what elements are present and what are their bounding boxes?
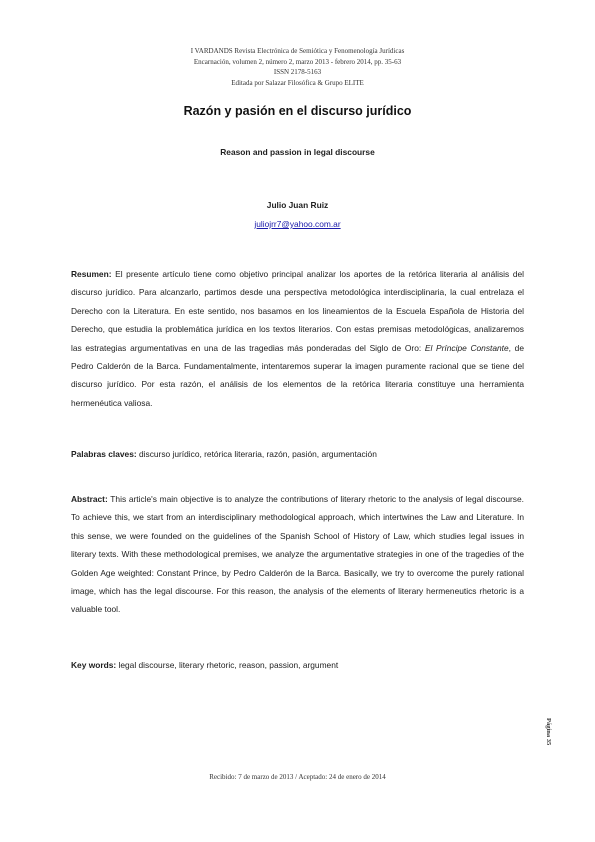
article-title: Razón y pasión en el discurso jurídico xyxy=(183,104,412,118)
abstract-text: This article's main objective is to analyze the contributions of literary rhetoric to the analysis of legal discourse. To achieve this, we start from an interdisciplinary methodological approach, which intertwines the Law and Literature. In this sense, we were founded on the guidelines of the Spanish School of History of Law, which studies legal issues in literary texts. With these methodological premises, we analyze the argumentative strategies in one of the tragedies of the Golden Age weighted: Constant Prince, by Pedro Calderón de la Barca. Basically, we try to overcome the purely rational image, which has the legal discourse. For this reason, the analysis of the elements of literary hermeneutics rhetoric is a valuable tool. xyxy=(71,494,524,615)
keywords-text: legal discourse, literary rhetoric, reason, passion, argument xyxy=(116,660,339,670)
resumen-paragraph xyxy=(71,265,524,412)
author-email-line xyxy=(0,219,595,229)
received-accepted-dates: Recibido: 7 de marzo de 2013 / Aceptado: 24 de enero de 2014 xyxy=(209,773,386,781)
abstract-label: Abstract: xyxy=(71,494,108,504)
journal-issn: ISSN 2178-5163 xyxy=(273,68,322,77)
palabras-claves-label: Palabras claves: xyxy=(71,449,137,459)
resumen-label: Resumen: xyxy=(71,269,112,279)
journal-issue: Encarnación, volumen 2, número 2, marzo 2013 - febrero 2014, pp. 35-63 xyxy=(193,57,402,66)
resumen-italic-title: El Príncipe Constante xyxy=(424,342,509,353)
abstract-paragraph xyxy=(71,490,524,619)
palabras-claves-paragraph xyxy=(71,445,524,463)
resumen-text: El presente artículo tiene como objetivo principal analizar los aportes de la retórica literaria al análisis del discurso jurídico. Para alcanzarlo, partimos desde una perspectiva metodológica interdisciplinaria, la cual entrelaza el Derecho con la Literatura. En este sentido, nos basamos en los lineamientos de la Escuela Española de Historia del Derecho, que estudia la problemática jurídica en los textos literarios. Con estas premisas metodológicas, analizaremos las estrategias argumentativas en una de las tragedias más ponderadas del Siglo de Oro: xyxy=(71,269,524,353)
palabras-claves-text: discurso jurídico, retórica literaria, razón, pasión, argumentación xyxy=(136,449,377,459)
author-name: Julio Juan Ruiz xyxy=(266,200,329,210)
resumen-text-end: , de Pedro Calderón de la Barca. Fundamentalmente, intentaremos superar la imagen puramente racional que se tiene del discurso jurídico. Por esta razón, el análisis de los elementos de la retórica literaria constituye una herramienta hermenéutica valiosa. xyxy=(71,342,524,408)
author-email-link[interactable]: juliojrr7@yahoo.com.ar xyxy=(254,219,341,229)
journal-header xyxy=(0,46,595,88)
article-subtitle: Reason and passion in legal discourse xyxy=(220,147,375,157)
page-number: Página 35 xyxy=(545,718,552,746)
keywords-label: Key words: xyxy=(71,660,117,670)
keywords-paragraph xyxy=(71,656,524,674)
journal-publisher: Editada por Salazar Filosófica & Grupo ELITE xyxy=(231,78,364,87)
journal-name: I VARDANDS Revista Electrónica de Semiótica y Fenomenología Jurídicas xyxy=(190,47,405,55)
